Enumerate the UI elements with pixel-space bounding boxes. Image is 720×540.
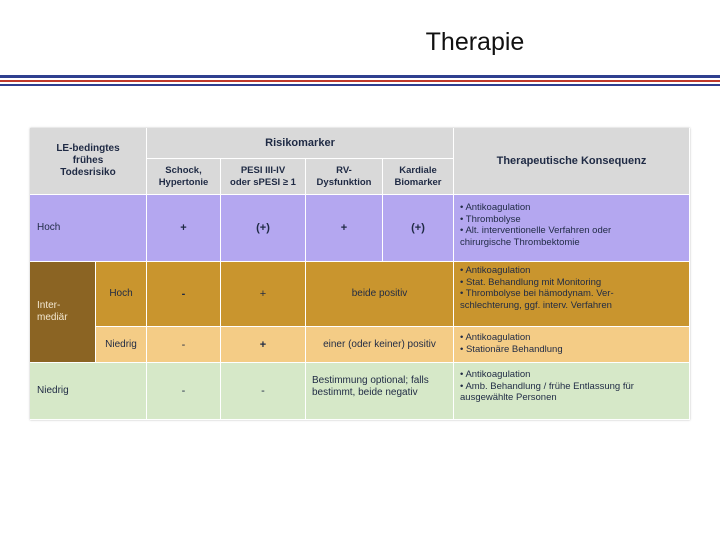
combined-value: beide positiv: [351, 288, 408, 299]
header-risk-column: [30, 128, 147, 195]
header-risk-line: frühes: [72, 155, 104, 166]
header-therapeutic-consequence: [454, 128, 690, 195]
therapy-item: • Antikoagulation: [460, 202, 531, 213]
header-marker-shock: [147, 159, 221, 195]
marker-value: (+): [411, 222, 425, 234]
header-marker-line: PESI III-IV: [240, 164, 286, 176]
combined-value: einer (oder keiner) positiv: [323, 338, 436, 350]
therapy-item: • Antikoagulation: [460, 369, 531, 380]
row-label: Hoch: [37, 222, 61, 233]
marker-value: -: [181, 338, 186, 351]
row-intermediar-hoch-shock: [147, 262, 221, 327]
row-label: Niedrig: [105, 338, 137, 350]
marker-value: -: [181, 288, 186, 300]
therapy-item: • Antikoagulation: [460, 265, 531, 276]
row-label-line: mediär: [37, 312, 68, 323]
row-hoch-therapy: [454, 195, 690, 262]
marker-value: -: [261, 385, 265, 397]
row-label-line: Inter-: [37, 300, 61, 311]
header-marker-line: Biomarker: [394, 176, 442, 188]
header-risk-line: Todesrisiko: [60, 167, 116, 178]
row-hoch-pesi: [221, 195, 306, 262]
row-intermediar-niedrig-combined: [306, 327, 454, 363]
combined-line: bestimmt, beide negativ: [312, 387, 418, 398]
row-hoch-label: [30, 195, 147, 262]
row-intermediar-hoch-pesi: [221, 262, 306, 327]
header-markers-title: Risikomarker: [265, 137, 335, 149]
combined-line: Bestimmung optional; falls: [312, 375, 429, 386]
header-consequence-label: Therapeutische Konsequenz: [496, 155, 647, 167]
marker-value: +: [259, 288, 267, 300]
header-marker-line: Hypertonie: [158, 176, 209, 188]
row-intermediar-label: [30, 262, 96, 363]
header-marker-biomarker: [383, 159, 454, 195]
header-risk-line: LE-bedingtes: [56, 143, 120, 154]
row-intermediar-hoch-therapy: [454, 262, 690, 327]
marker-value: (+): [256, 222, 270, 234]
therapy-item: • Alt. interventionelle Verfahren oder: [460, 225, 612, 236]
therapy-item: chirurgische Thrombektomie: [460, 236, 580, 248]
risk-therapy-table: [30, 128, 690, 420]
therapy-item: schlechterung, ggf. interv. Verfahren: [460, 299, 612, 311]
therapy-item: • Stat. Behandlung mit Monitoring: [460, 276, 602, 288]
therapy-item: • Antikoagulation: [460, 332, 531, 343]
row-label: Niedrig: [37, 385, 69, 396]
therapy-item: • Thrombolyse: [460, 213, 521, 225]
header-marker-line: RV-: [336, 164, 352, 176]
header-rule-red: [0, 80, 720, 82]
row-niedrig-combined: [306, 363, 454, 420]
header-risk-markers: [147, 128, 454, 159]
header-marker-line: oder sPESI ≥ 1: [230, 176, 296, 188]
row-intermediar-niedrig-pesi: [221, 327, 306, 363]
page-title: Therapie: [425, 28, 525, 56]
row-intermediar-hoch-label: [96, 262, 147, 327]
header-marker-rv: [306, 159, 383, 195]
marker-value: -: [181, 385, 186, 397]
header-rule-blue: [0, 75, 720, 78]
header-marker-pesi: [221, 159, 306, 195]
row-hoch-shock: [147, 195, 221, 262]
marker-value: +: [259, 338, 267, 351]
header-marker-line: Kardiale: [399, 164, 437, 176]
row-intermediar-niedrig-label: [96, 327, 147, 363]
row-niedrig-label: [30, 363, 147, 420]
therapy-item: ausgewählte Personen: [460, 392, 557, 403]
row-niedrig-pesi: [221, 363, 306, 420]
row-hoch-biomarker: [383, 195, 454, 262]
therapy-item: • Stationäre Behandlung: [460, 343, 563, 355]
row-hoch-rv: [306, 195, 383, 262]
row-label: Hoch: [109, 288, 133, 299]
therapy-item: • Thrombolyse bei hämodynam. Ver-: [460, 288, 614, 299]
header-rule-blue-2: [0, 84, 720, 86]
row-intermediar-hoch-combined: [306, 262, 454, 327]
marker-value: +: [180, 222, 187, 234]
row-niedrig-shock: [147, 363, 221, 420]
header-marker-line: Dysfunktion: [316, 176, 372, 188]
row-intermediar-niedrig-shock: [147, 327, 221, 363]
therapy-item: • Amb. Behandlung / frühe Entlassung für: [460, 380, 634, 392]
row-intermediar-niedrig-therapy: [454, 327, 690, 363]
marker-value: +: [340, 222, 348, 234]
row-niedrig-therapy: [454, 363, 690, 420]
header-marker-line: Schock,: [165, 164, 202, 176]
